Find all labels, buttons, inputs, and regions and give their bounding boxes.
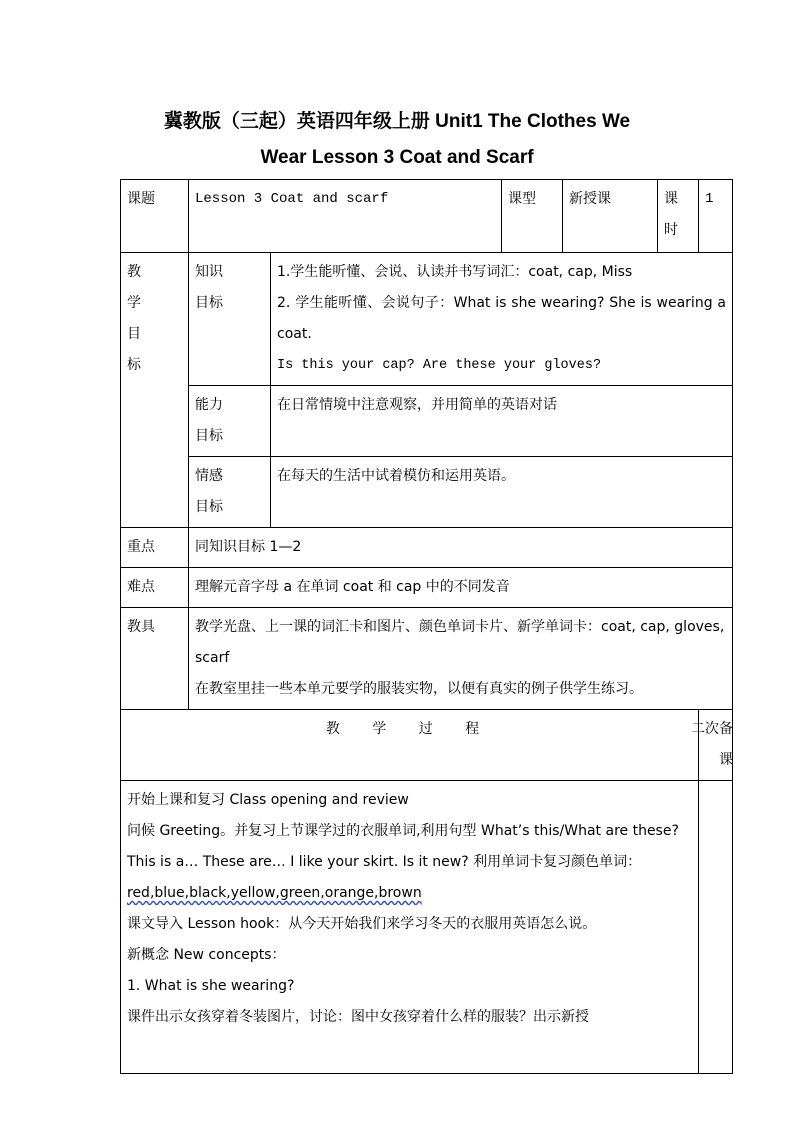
key-point-row: [121, 528, 733, 568]
process-label: 教 学 过 程: [121, 710, 699, 781]
ability-label-text: 能力目标: [195, 397, 223, 444]
process-line-6: 新概念 New concepts：: [127, 947, 286, 963]
knowledge-line-1: 1.学生能听懂、会说、认读并书写词汇：coat, cap, Miss: [277, 264, 633, 280]
process-line-3: This is a… These are… I like your skirt. Is it new? 利用单词卡复习颜色单词：: [127, 854, 642, 870]
aids-label: 教具: [121, 608, 189, 710]
type-label: 课型: [502, 180, 563, 253]
knowledge-label-text: 知识目标: [195, 264, 223, 311]
header-row: [121, 180, 733, 253]
key-point-content: 同知识目标 1—2: [189, 528, 733, 568]
difficulty-row: [121, 568, 733, 608]
objectives-label: [121, 253, 189, 528]
aids-line-2: 在教室里挂一些本单元要学的服装实物，以便有真实的例子供学生练习。: [195, 681, 643, 697]
topic-label: 课题: [121, 180, 189, 253]
process-line-7: 1. What is she wearing?: [127, 978, 295, 994]
ability-label: [189, 386, 271, 457]
emotion-row: [121, 457, 733, 528]
objectives-label-text: 教学目标: [127, 264, 141, 373]
aids-line-1: 教学光盘、上一课的词汇卡和图片、颜色单词卡片、新学单词卡：coat, cap, gloves, scarf: [195, 619, 725, 666]
ability-content: 在日常情境中注意观察，并用简单的英语对话: [271, 386, 733, 457]
difficulty-label: 难点: [121, 568, 189, 608]
process-line-2: 问候 Greeting。并复习上节课学过的衣服单词,利用句型 What’s this/What are these?: [127, 823, 679, 839]
revision-label: [691, 710, 734, 781]
type-value: 新授课: [563, 180, 658, 253]
knowledge-content: [271, 253, 733, 386]
lesson-plan-table: [120, 179, 733, 1074]
period-label-text: 课时: [664, 191, 679, 238]
period-value: 1: [699, 180, 733, 253]
topic-value: Lesson 3 Coat and scarf: [189, 180, 502, 253]
key-point-label: 重点: [121, 528, 189, 568]
emotion-label-text: 情感目标: [195, 468, 223, 515]
ability-row: [121, 386, 733, 457]
difficulty-content: 理解元音字母 a 在单词 coat 和 cap 中的不同发音: [189, 568, 733, 608]
period-label: [658, 180, 699, 253]
knowledge-line-2: 2. 学生能听懂、会说句子：What is she wearing? She is wearing a coat.: [277, 295, 727, 342]
emotion-label: [189, 457, 271, 528]
revision-label-text: 二次备课: [691, 721, 734, 768]
process-content: [121, 781, 699, 1074]
emotion-content: 在每天的生活中试着模仿和运用英语。: [271, 457, 733, 528]
document-title-line2: Wear Lesson 3 Coat and Scarf: [260, 147, 534, 168]
knowledge-label: [189, 253, 271, 386]
knowledge-line-3: Is this your cap? Are these your gloves?: [277, 358, 602, 373]
process-header-row: [121, 710, 733, 781]
revision-content: [699, 781, 733, 1074]
process-line-8: 课件出示女孩穿着冬装图片，讨论：图中女孩穿着什么样的服装？出示新授: [127, 1009, 589, 1025]
process-body-row: [121, 781, 733, 1074]
process-line-1: 开始上课和复习 Class opening and review: [127, 792, 409, 808]
aids-content: [189, 608, 733, 710]
process-line-5: 课文导入 Lesson hook：从今天开始我们来学习冬天的衣服用英语怎么说。: [127, 916, 597, 932]
document-title-line1: 冀教版（三起）英语四年级上册 Unit1 The Clothes We: [163, 111, 631, 132]
aids-row: [121, 608, 733, 710]
process-line-4: red,blue,black,yellow,green,orange,brown: [127, 885, 422, 901]
knowledge-row: [121, 253, 733, 386]
